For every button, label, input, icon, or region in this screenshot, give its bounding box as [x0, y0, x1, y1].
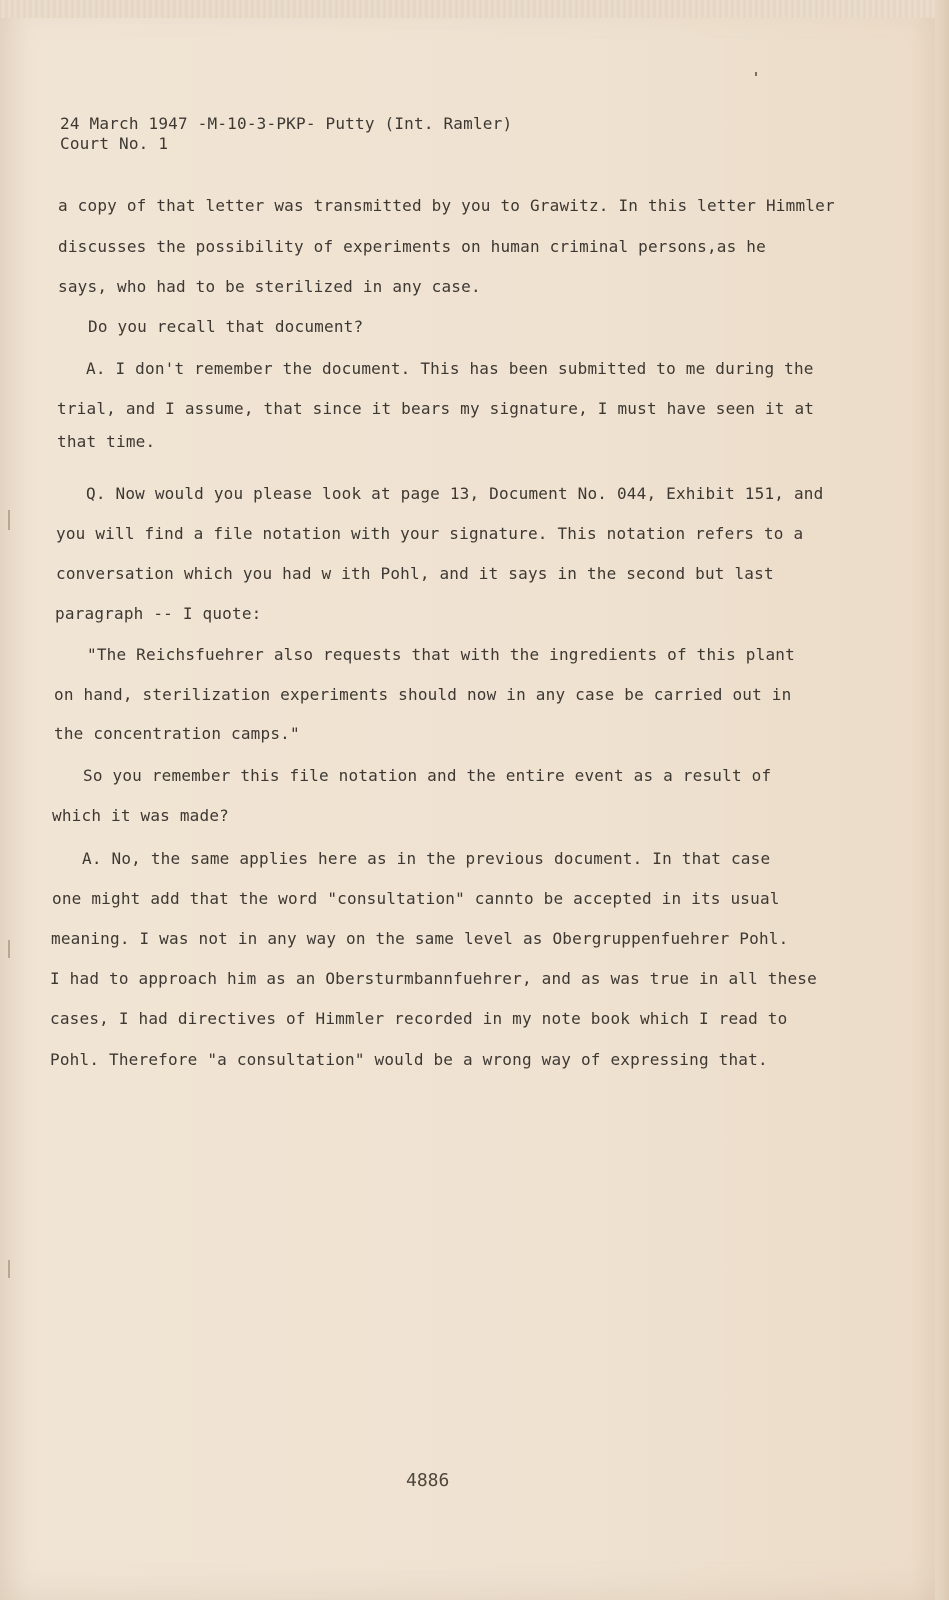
paper-margin-mark — [8, 940, 10, 958]
paper-right-edge — [935, 0, 949, 1600]
body-line: I had to approach him as an Obersturmbannfuehrer, and as was true in all these — [50, 969, 817, 988]
paper-margin-mark — [8, 510, 10, 530]
body-line: A. No, the same applies here as in the previous document. In that case — [82, 849, 771, 868]
body-line: "The Reichsfuehrer also requests that with the ingredients of this plant — [87, 645, 795, 664]
body-line: on hand, sterilization experiments should now in any case be carried out in — [54, 685, 792, 704]
paper-top-edge — [0, 0, 949, 18]
body-line: that time. — [57, 432, 156, 451]
header-date-line: 24 March 1947 -M-10-3-PKP- Putty (Int. Ramler) — [60, 114, 513, 133]
body-line: cases, I had directives of Himmler recorded in my note book which I read to — [50, 1009, 788, 1028]
body-line: discusses the possibility of experiments on human criminal persons,as he — [58, 237, 766, 256]
body-line: Pohl. Therefore "a consultation" would be a wrong way of expressing that. — [50, 1050, 768, 1069]
body-line: Q. Now would you please look at page 13, Document No. 044, Exhibit 151, and — [86, 484, 824, 503]
body-line: one might add that the word "consultation" cannto be accepted in its usual — [52, 889, 780, 908]
body-line: paragraph -- I quote: — [55, 604, 262, 623]
body-line: A. I don't remember the document. This has been submitted to me during the — [86, 359, 814, 378]
body-line: conversation which you had w ith Pohl, and it says in the second but last — [56, 564, 774, 583]
body-line: meaning. I was not in any way on the same level as Obergruppenfuehrer Pohl. — [51, 929, 789, 948]
body-line: you will find a file notation with your signature. This notation refers to a — [56, 524, 804, 543]
header-court-line: Court No. 1 — [60, 134, 169, 153]
body-line: trial, and I assume, that since it bears my signature, I must have seen it at — [57, 399, 815, 418]
body-line: a copy of that letter was transmitted by you to Grawitz. In this letter Himmler — [58, 196, 835, 215]
paper-speck — [755, 72, 757, 76]
body-line: says, who had to be sterilized in any case. — [58, 277, 481, 296]
page-number: 4886 — [406, 1470, 450, 1491]
body-line: So you remember this file notation and the entire event as a result of — [83, 766, 772, 785]
body-line: Do you recall that document? — [88, 317, 364, 336]
body-line: which it was made? — [52, 806, 229, 825]
paper-margin-mark — [8, 1260, 10, 1278]
body-line: the concentration camps." — [54, 724, 300, 743]
